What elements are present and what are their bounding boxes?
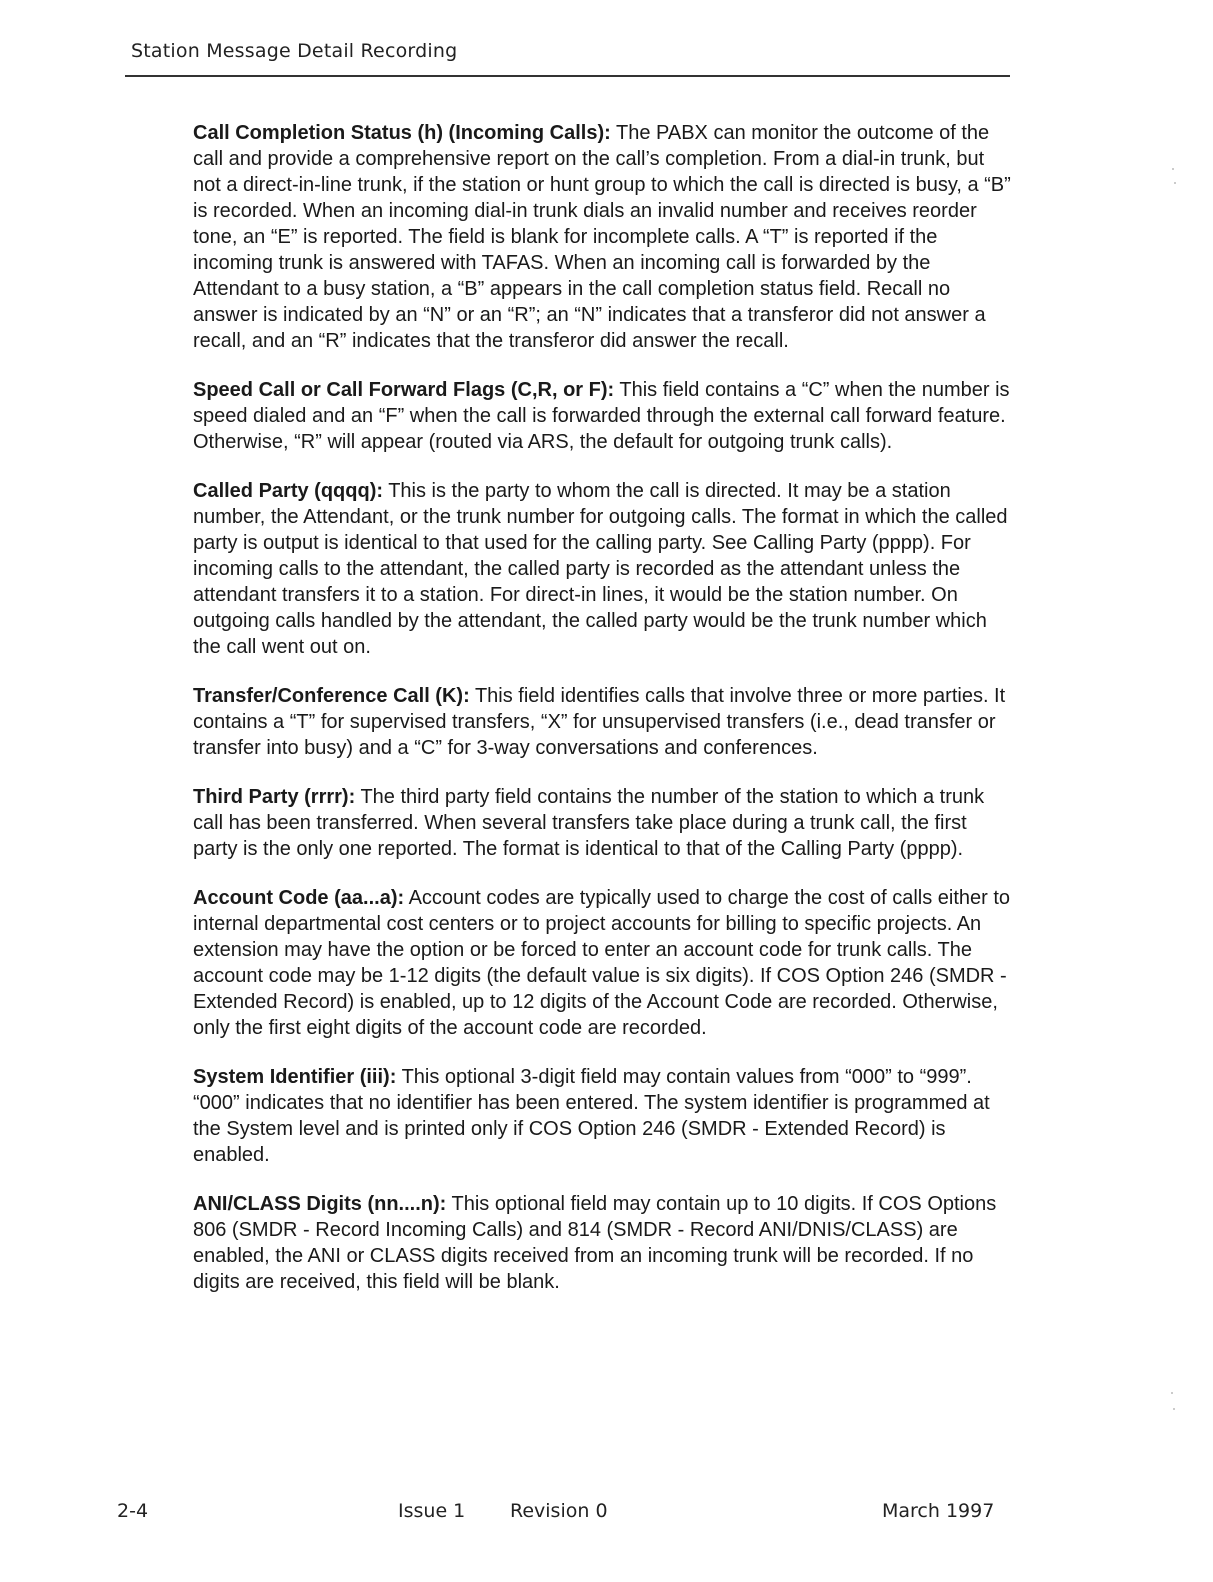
scan-speck — [1174, 182, 1176, 184]
entry-text: This field contains a “C” when the number is speed dialed and an “F” when the call is forwarded through the external call forward feature. Otherwise, “R” will appear (routed via ARS, the default for outgoing trunk calls). — [193, 379, 1010, 453]
entry-ani-class-digits — [193, 1191, 1011, 1295]
running-header: Station Message Detail Recording — [131, 40, 458, 62]
entry-third-party — [193, 784, 1011, 862]
entry-called-party — [193, 478, 1011, 660]
entry-speed-call-flags — [193, 377, 1011, 455]
entry-text: This optional 3-digit field may contain values from “000” to “999”. “000” indicates that no identifier has been entered. The system identifier is programmed at the System level and is printed only if COS Option 246 (SMDR - Extended Record) is enabled. — [193, 1066, 990, 1166]
document-body — [193, 120, 1011, 1318]
entry-transfer-conference-call — [193, 683, 1011, 761]
entry-term: Transfer/Conference Call (K): — [193, 685, 470, 707]
entry-text: Account codes are typically used to charge the cost of calls either to internal departmental cost centers or to project accounts for billing to specific projects. An extension may have the option or be forced to enter an account code for trunk calls. The account code may be 1-12 digits (the default value is six digits). If COS Option 246 (SMDR - Extended Record) is enabled, up to 12 digits of the Account Code are recorded. Otherwise, only the first eight digits of the account code are recorded. — [193, 887, 1011, 1039]
entry-text: The third party field contains the number of the station to which a trunk call has been transferred. When several transfers take place during a trunk call, the first party is the only one reported. The format is identical to that of the Calling Party (pppp). — [193, 786, 985, 860]
entry-term: Speed Call or Call Forward Flags (C,R, or F): — [193, 379, 615, 401]
footer-issue: Issue 1 — [398, 1500, 466, 1522]
footer-date: March 1997 — [882, 1500, 995, 1522]
entry-term: ANI/CLASS Digits (nn....n): — [193, 1193, 447, 1215]
entry-term: Called Party (qqqq): — [193, 480, 384, 502]
entry-text: This is the party to whom the call is directed. It may be a station number, the Attendant, or the trunk number for outgoing calls. The format in which the called party is output is identical to that used for the calling party. See Calling Party (pppp). For incoming calls to the attendant, the called party is recorded as the attendant unless the attendant transfers it to a station. For direct-in lines, it would be the station number. On outgoing calls handled by the attendant, the called party would be the trunk number which the call went out on. — [193, 480, 1008, 658]
entry-term: Call Completion Status (h) (Incoming Calls): — [193, 122, 611, 144]
footer-page-number: 2-4 — [117, 1500, 149, 1522]
entry-text: This optional field may contain up to 10 digits. If COS Options 806 (SMDR - Record Incoming Calls) and 814 (SMDR - Record ANI/DNIS/CLASS) are enabled, the ANI or CLASS digits received from an incoming trunk will be recorded. If no digits are received, this field will be blank. — [193, 1193, 997, 1293]
entry-term: Account Code (aa...a): — [193, 887, 405, 909]
entry-call-completion-status — [193, 120, 1011, 354]
footer-revision: Revision 0 — [510, 1500, 608, 1522]
scan-speck — [1171, 1392, 1173, 1394]
entry-system-identifier — [193, 1064, 1011, 1168]
entry-text: The PABX can monitor the outcome of the call and provide a comprehensive report on the call’s completion. From a dial-in trunk, but not a direct-in-line trunk, if the station or hunt group to which the call is directed is busy, a “B” is recorded. When an incoming dial-in trunk dials an invalid number and receives reorder tone, an “E” is reported. The field is blank for incomplete calls. A “T” is reported if the incoming trunk is answered with TAFAS. When an incoming call is forwarded by the Attendant to a busy station, a “B” appears in the call completion status field. Recall no answer is indicated by an “N” or an “R”; an “N” indicates that a transferor did not answer a recall, and an “R” indicates that the transferor did answer the recall. — [193, 122, 1011, 352]
entry-term: Third Party (rrrr): — [193, 786, 356, 808]
scan-speck — [1172, 168, 1174, 170]
header-rule — [125, 75, 1010, 77]
scan-speck — [1173, 1408, 1175, 1410]
entry-text: This field identifies calls that involve three or more parties. It contains a “T” for supervised transfers, “X” for unsupervised transfers (i.e., dead transfer or transfer into busy) and a “C” for 3-way conversations and conferences. — [193, 685, 1006, 759]
entry-term: System Identifier (iii): — [193, 1066, 397, 1088]
entry-account-code — [193, 885, 1011, 1041]
